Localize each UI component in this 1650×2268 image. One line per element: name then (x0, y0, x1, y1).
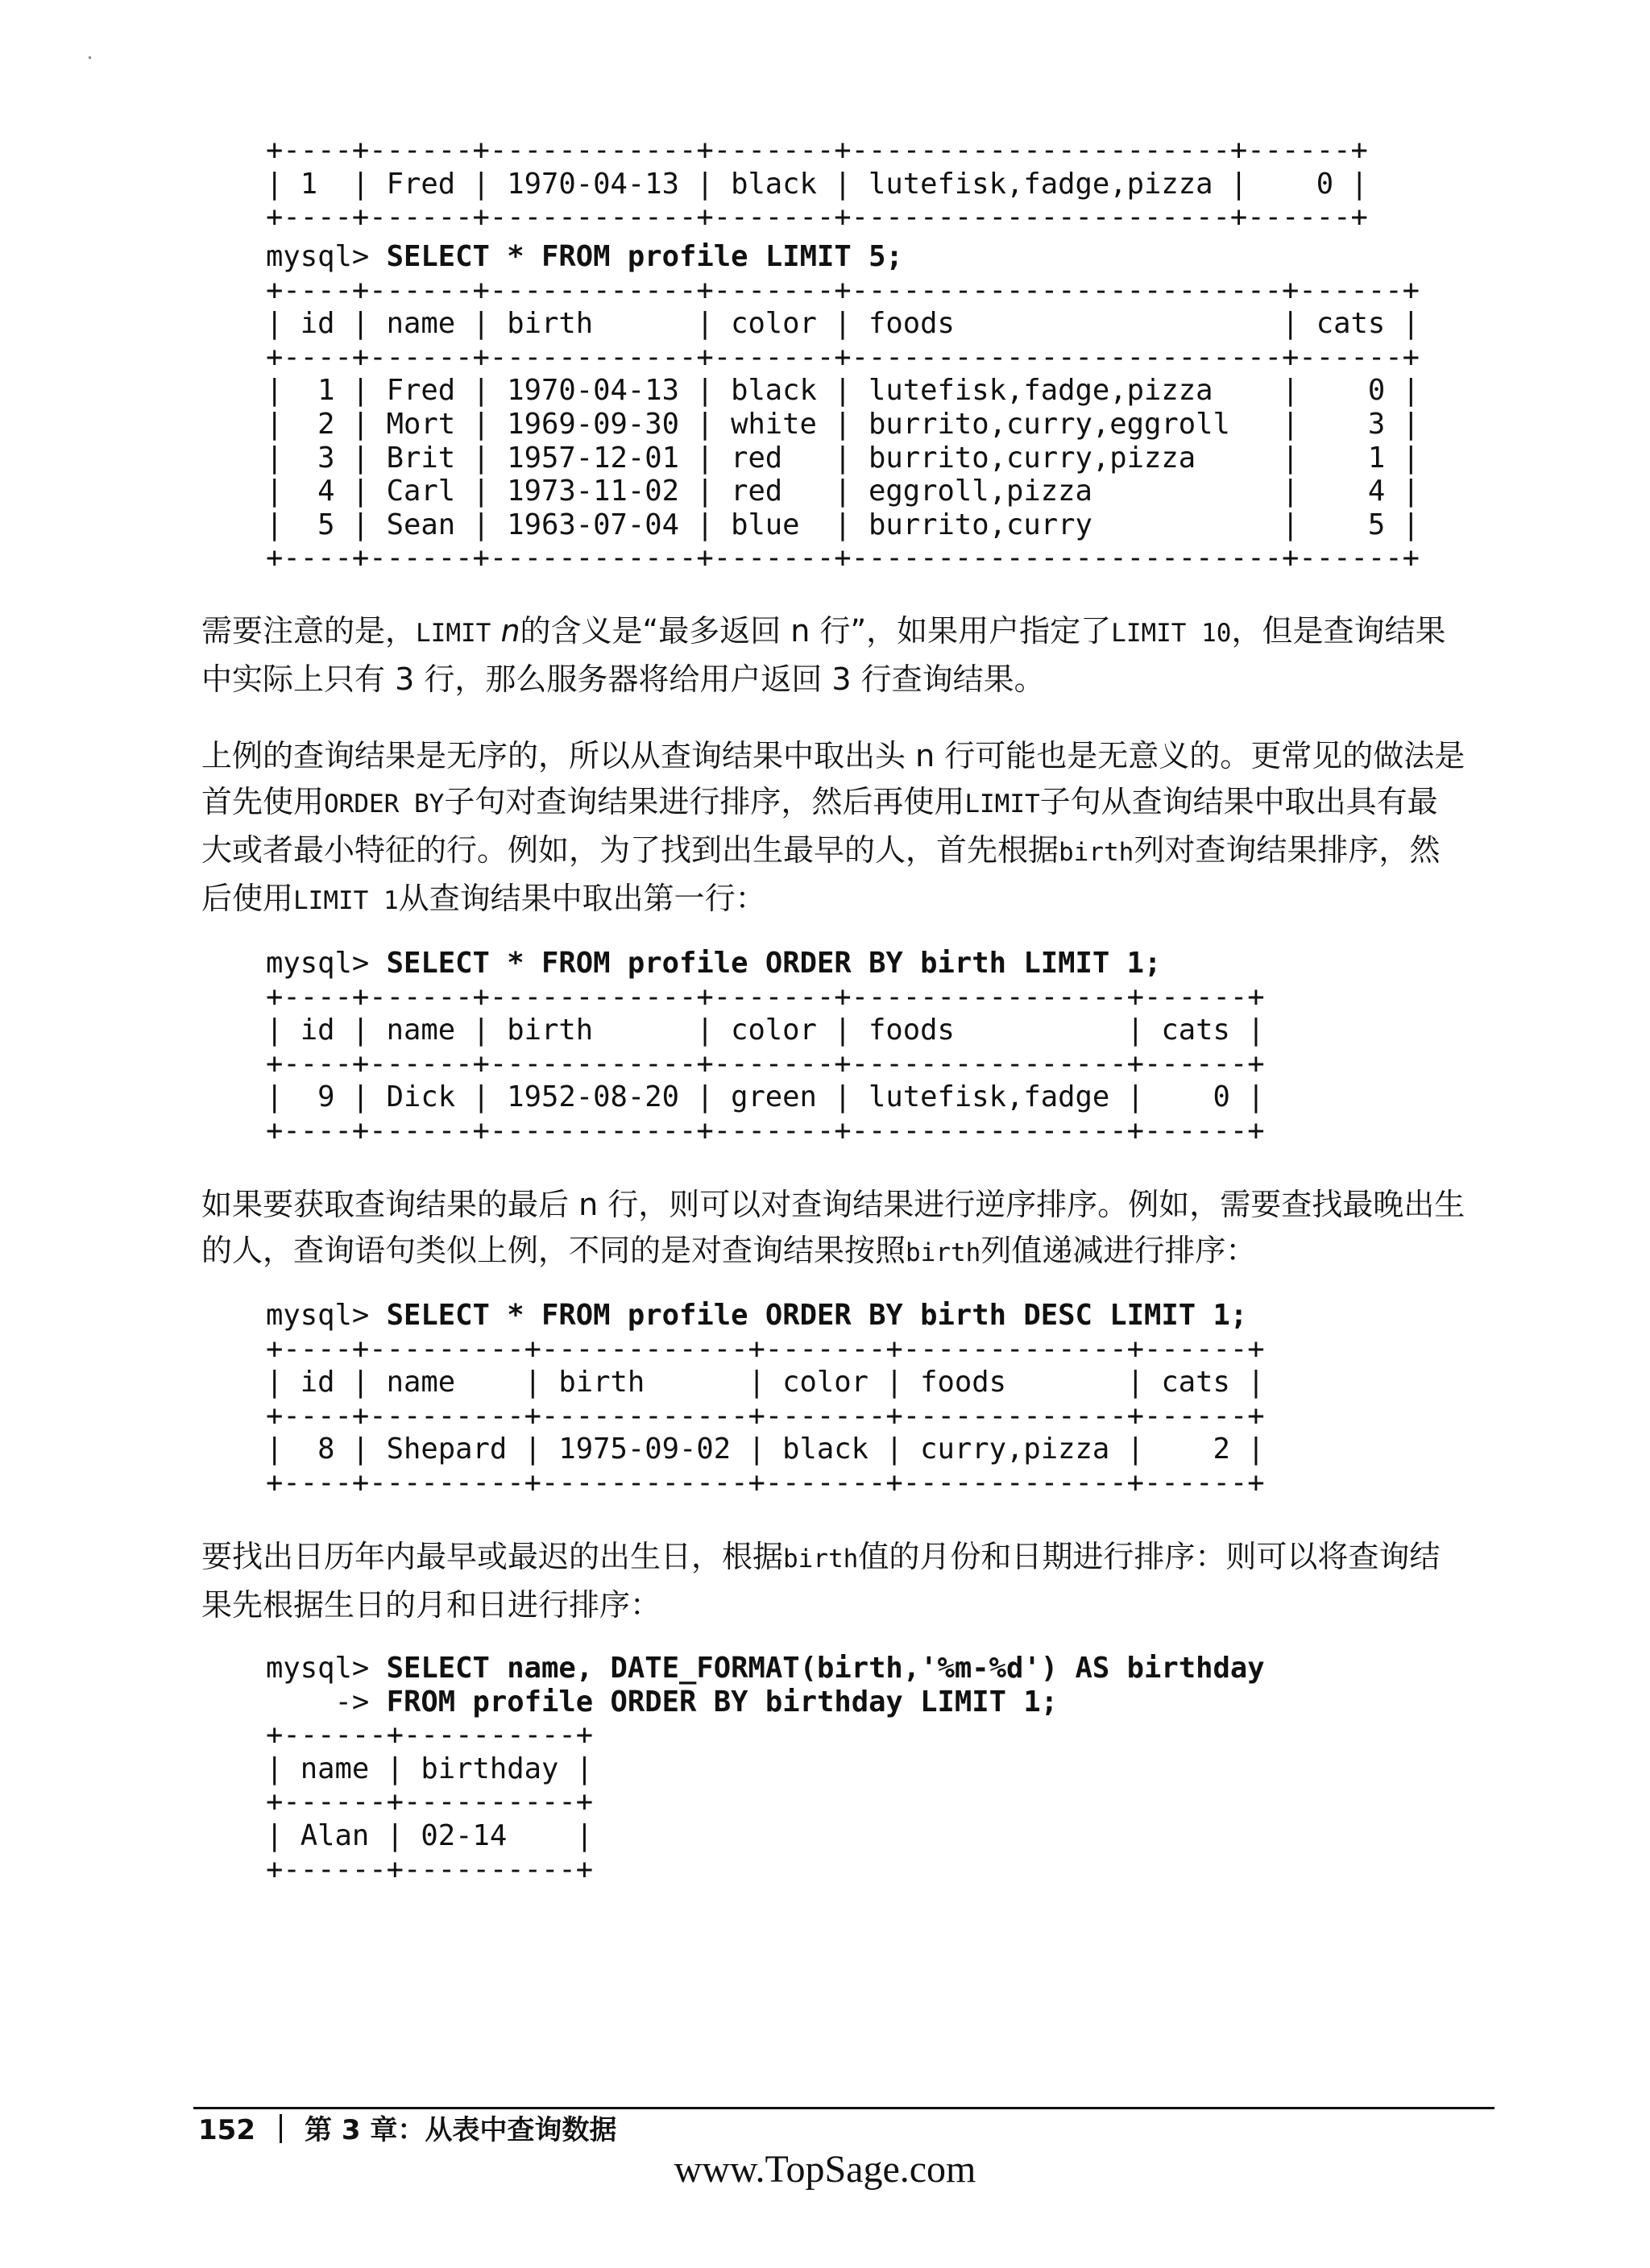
table-line: +----+------+------------+-------+-------------------------+------+ (266, 340, 1420, 374)
table-line: | 8 | Shepard | 1975-09-02 | black | curry,pizza | 2 | (266, 1433, 1265, 1466)
mysql-prompt: mysql> (266, 240, 387, 273)
table-line: +----+---------+------------+-------+-------------+------+ (266, 1332, 1265, 1366)
table-line: +------+----------+ (266, 1719, 594, 1752)
footer-separator (280, 2114, 282, 2143)
table-line: +----+------+------------+-------+----------------+------+ (266, 1113, 1265, 1147)
table-line: | 9 | Dick | 1952-08-20 | green | lutefisk,fadge | 0 | (266, 1080, 1265, 1114)
table-line: +----+------+------------+-------+----------------------+------+ (266, 201, 1368, 234)
table-line: +----+------+------------+-------+----------------------+------+ (266, 134, 1368, 167)
table-line: | 5 | Sean | 1963-07-04 | blue | burrito,curry | 5 | (266, 508, 1420, 541)
paragraph-desc-order: 如果要获取查询结果的最后 n 行，则可以对查询结果进行逆序排序。例如，需要查找最晚出生的人，查询语句类似上例，不同的是对查询结果按照birth列值递减进行排序： (201, 1187, 1466, 1268)
page-footer (198, 2113, 616, 2148)
query4-block (266, 1652, 1265, 1886)
table-line: | 2 | Mort | 1969-09-30 | white | burrito,curry,eggroll | 3 | (266, 407, 1420, 441)
table-line: +------+----------+ (266, 1852, 594, 1886)
table-line: | id | name | birth | color | foods | cats | (266, 307, 1420, 341)
table-line: | id | name | birth | color | foods | cats | (266, 1366, 1265, 1399)
table-line: | 1 | Fred | 1970-04-13 | black | lutefisk,fadge,pizza | 0 | (266, 374, 1420, 408)
table-line: | name | birthday | (266, 1752, 594, 1785)
table-line: | 1 | Fred | 1970-04-13 | black | lutefisk,fadge,pizza | 0 | (266, 167, 1368, 201)
sql-statement: SELECT * FROM profile ORDER BY birth DESC LIMIT 1; (386, 1299, 1248, 1332)
query1-block (266, 240, 1420, 575)
mysql-prompt: mysql> (266, 947, 387, 980)
table-line: | 3 | Brit | 1957-12-01 | red | burrito,curry,pizza | 1 | (266, 441, 1420, 475)
table-line: +----+---------+------------+-------+-------------+------+ (266, 1399, 1265, 1433)
footer-rule (193, 2107, 1495, 2109)
table-line: | 4 | Carl | 1973-11-02 | red | eggroll,pizza | 4 | (266, 475, 1420, 508)
table-line: +------+----------+ (266, 1785, 594, 1819)
paragraph-order-by: 上例的查询结果是无序的，所以从查询结果中取出头 n 行可能也是无意义的。更常见的做法是首先使用ORDER BY子句对查询结果进行排序，然后再使用LIMIT子句从查询结果中取出具有最大或者最小特征的行。例如，为了找到出生最早的人，首先根据birth列对查询结果排序，然后使用LIMIT 1从查询结果中取出第一行： (201, 738, 1466, 916)
table-line: +----+------+------------+-------+----------------+------+ (266, 980, 1265, 1014)
watermark: www.TopSage.com (674, 2148, 976, 2191)
sql-statement-continued: FROM profile ORDER BY birthday LIMIT 1; (386, 1685, 1059, 1719)
sql-statement: SELECT name, DATE_FORMAT(birth,'%m-%d') AS birthday (386, 1652, 1265, 1685)
top-result-table (266, 134, 1368, 234)
query2-block (266, 947, 1265, 1148)
table-line: +----+---------+------------+-------+-------------+------+ (266, 1466, 1265, 1499)
query3-block (266, 1299, 1265, 1500)
scan-speck (89, 56, 91, 59)
paragraph-birthday: 要找出日历年内最早或最迟的出生日，根据birth值的月份和日期进行排序：则可以将查询结果先根据生日的月和日进行排序： (201, 1539, 1441, 1623)
table-line: | Alan | 02-14 | (266, 1818, 594, 1852)
mysql-prompt: mysql> (266, 1652, 387, 1685)
table-line: +----+------+------------+-------+-------------------------+------+ (266, 541, 1420, 575)
chapter-title: 第 3 章：从表中查询数据 (304, 2114, 617, 2146)
paragraph-limit-note: 需要注意的是，LIMIT n的含义是“最多返回 n 行”，如果用户指定了LIMIT 10，但是查询结果中实际上只有 3 行，那么服务器将给用户返回 3 行查询结果。 (201, 613, 1446, 697)
sql-statement: SELECT * FROM profile ORDER BY birth LIMIT 1; (386, 947, 1162, 980)
table-line: +----+------+------------+-------+-------------------------+------+ (266, 273, 1420, 307)
mysql-prompt: mysql> (266, 1299, 387, 1332)
continuation-prompt: -> (266, 1685, 387, 1719)
page-number: 152 (198, 2114, 255, 2146)
sql-statement: SELECT * FROM profile LIMIT 5; (386, 240, 903, 273)
table-line: | id | name | birth | color | foods | cats | (266, 1014, 1265, 1047)
table-line: +----+------+------------+-------+----------------+------+ (266, 1047, 1265, 1080)
